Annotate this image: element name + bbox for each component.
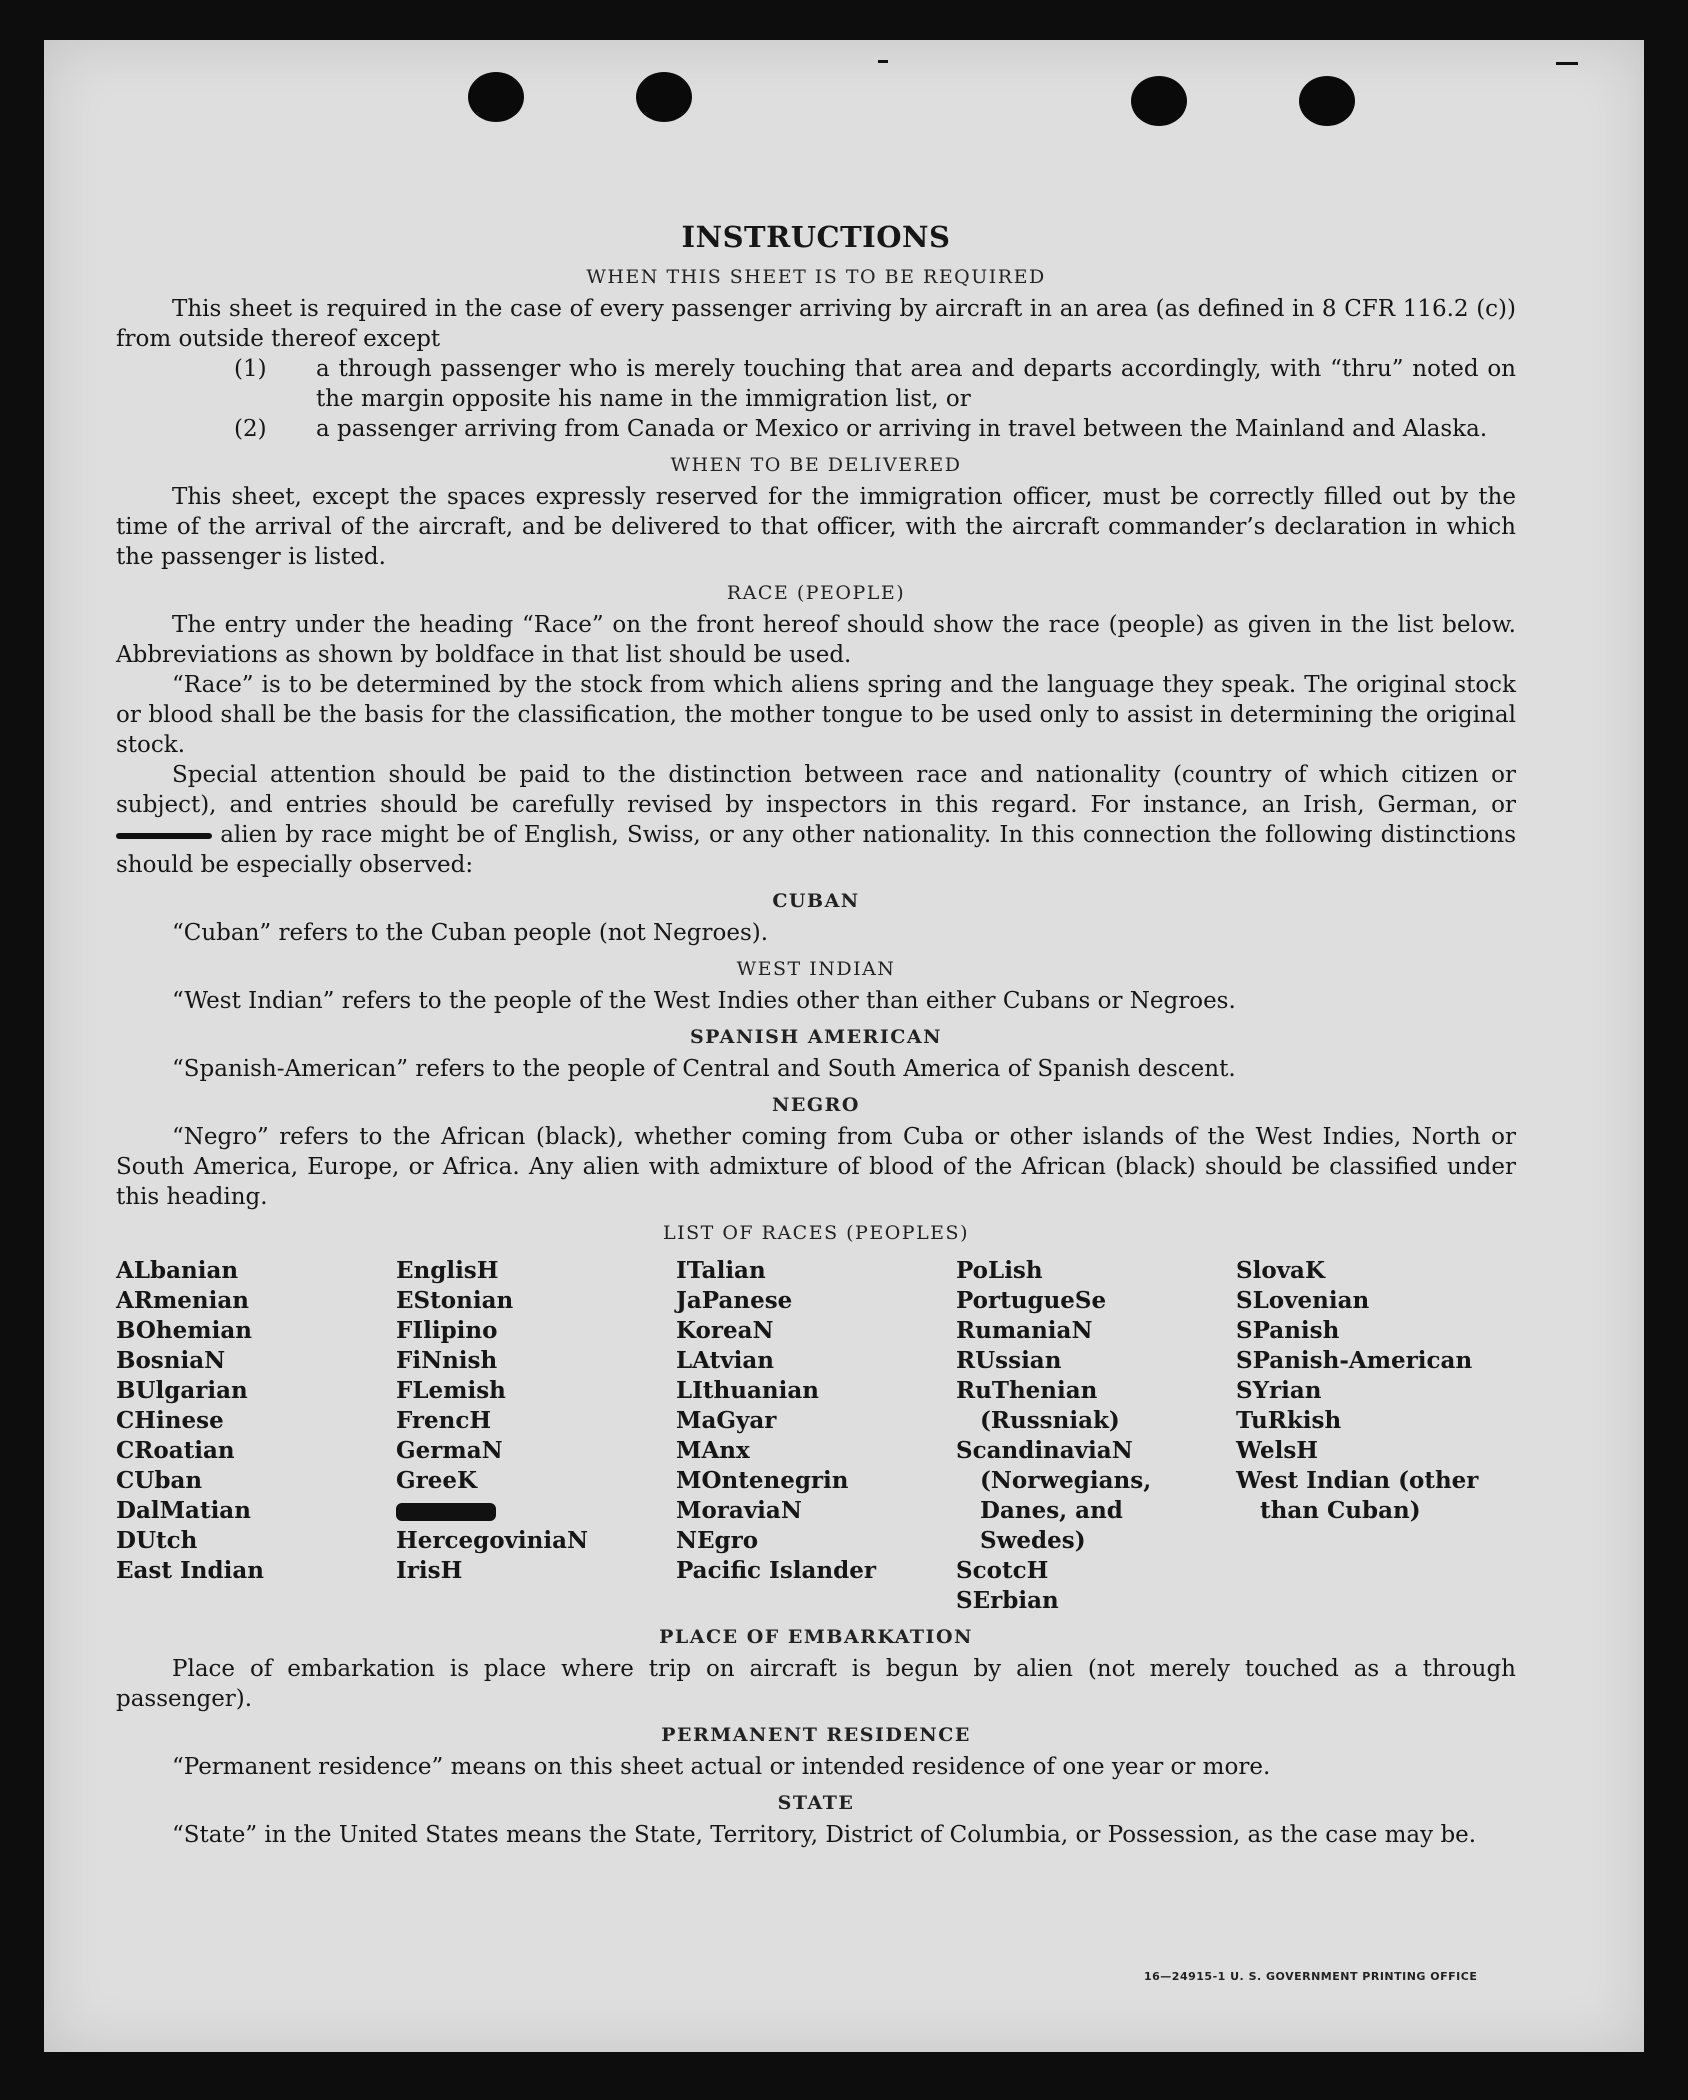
- exception-item: [116, 414, 1516, 444]
- race-entry: PortugueSe: [956, 1287, 1107, 1314]
- race-entry: ITalian: [676, 1257, 766, 1284]
- punch-hole: [636, 72, 692, 122]
- race-entry: SPanish: [1236, 1317, 1340, 1344]
- race-entry: SlovaK: [1236, 1257, 1325, 1284]
- races-list: [116, 1256, 1516, 1616]
- punch-hole: [1299, 76, 1355, 126]
- race-entry: Pacific Islander: [676, 1557, 876, 1584]
- printer-imprint: 16—24915-1 U. S. GOVERNMENT PRINTING OFFICE: [1144, 1970, 1478, 1983]
- race-entry: BosniaN: [116, 1347, 226, 1374]
- race-entry: GermaN: [396, 1437, 503, 1464]
- section-heading-negro: NEGRO: [772, 1094, 860, 1116]
- races-column: [1236, 1256, 1516, 1616]
- exception-item: [116, 354, 1516, 414]
- race-entry: FiNnish: [396, 1347, 498, 1374]
- race-entry: ScandinaviaN (Norwegians, Danes, and Swedes): [956, 1437, 1152, 1554]
- west-indian-text: “West Indian” refers to the people of the West Indies other than either Cubans or Negroes.: [172, 988, 1236, 1014]
- section-heading-west-indian: WEST INDIAN: [736, 958, 896, 980]
- race-paragraph-3-end: alien by race might be of English, Swiss, or any other nationality. In this connection the following distinctions should be especially observed:: [116, 822, 1516, 878]
- dust-mark: [1556, 62, 1578, 65]
- race-entry: CRoatian: [116, 1437, 235, 1464]
- races-column: [396, 1256, 676, 1616]
- race-paragraph-3-start: Special attention should be paid to the distinction between race and nationality (country of which citizen or subject), and entries should be carefully revised by inspectors in this regard. For instance, an Irish, German, or: [116, 762, 1516, 818]
- race-entry: TuRkish: [1236, 1407, 1342, 1434]
- redacted-race-entry: [396, 1496, 676, 1526]
- when-delivered-text: This sheet, except the spaces expressly reserved for the immigration officer, must be correctly filled out by the time of the arrival of the aircraft, and be delivered to that officer, with the aircraft commander’s declaration in which the passenger is listed.: [116, 484, 1516, 570]
- section-heading-list-of-races: LIST OF RACES (PEOPLES): [663, 1222, 969, 1244]
- section-heading-state: STATE: [777, 1792, 855, 1814]
- race-entry: CHinese: [116, 1407, 224, 1434]
- item-text: a through passenger who is merely touching that area and departs accordingly, with “thru” noted on the margin opposite his name in the immigration list, or: [316, 356, 1516, 412]
- race-entry: East Indian: [116, 1557, 264, 1584]
- race-entry: MaGyar: [676, 1407, 777, 1434]
- race-entry: DUtch: [116, 1527, 198, 1554]
- race-entry: KoreaN: [676, 1317, 774, 1344]
- race-entry: RuThenian (Russniak): [956, 1377, 1120, 1434]
- race-entry: CUban: [116, 1467, 203, 1494]
- races-column: [676, 1256, 956, 1616]
- section-heading-race: RACE (PEOPLE): [726, 582, 906, 604]
- race-entry: RumaniaN: [956, 1317, 1093, 1344]
- page-title: INSTRUCTIONS: [681, 220, 951, 254]
- instructions-content: [116, 180, 1516, 1850]
- redaction-mark: [396, 1503, 496, 1521]
- race-entry: SYrian: [1236, 1377, 1322, 1404]
- race-entry: EStonian: [396, 1287, 514, 1314]
- race-entry: MAnx: [676, 1437, 750, 1464]
- section-heading-cuban: CUBAN: [772, 890, 860, 912]
- item-text: a passenger arriving from Canada or Mexico or arriving in travel between the Mainland and Alaska.: [316, 416, 1488, 442]
- dust-mark: [878, 60, 888, 63]
- race-entry: SErbian: [956, 1587, 1059, 1614]
- race-entry: BUlgarian: [116, 1377, 248, 1404]
- section-heading-residence: PERMANENT RESIDENCE: [661, 1724, 971, 1746]
- race-entry: NEgro: [676, 1527, 759, 1554]
- race-entry: ARmenian: [116, 1287, 250, 1314]
- when-required-intro: This sheet is required in the case of every passenger arriving by aircraft in an area (as defined in 8 CFR 116.2 (c)) from outside thereof except: [116, 296, 1516, 352]
- race-entry: DalMatian: [116, 1497, 251, 1524]
- race-paragraph-3: [116, 760, 1516, 880]
- residence-text: “Permanent residence” means on this sheet actual or intended residence of one year or more.: [172, 1754, 1271, 1780]
- race-entry: WelsH: [1236, 1437, 1319, 1464]
- section-heading-when-required: WHEN THIS SHEET IS TO BE REQUIRED: [586, 266, 1046, 288]
- race-entry: PoLish: [956, 1257, 1043, 1284]
- race-entry: FIlipino: [396, 1317, 498, 1344]
- spanish-american-text: “Spanish-American” refers to the people of Central and South America of Spanish descent.: [172, 1056, 1236, 1082]
- race-entry: SPanish-American: [1236, 1347, 1473, 1374]
- race-entry: RUssian: [956, 1347, 1062, 1374]
- document-sheet: [44, 40, 1644, 2052]
- race-entry: SLovenian: [1236, 1287, 1370, 1314]
- race-paragraph-1: The entry under the heading “Race” on the front hereof should show the race (people) as given in the list below. Abbreviations as shown by boldface in that list should be used.: [116, 612, 1516, 668]
- punch-hole: [1131, 76, 1187, 126]
- race-entry: JaPanese: [676, 1287, 793, 1314]
- race-entry: LAtvian: [676, 1347, 774, 1374]
- race-entry: FrencH: [396, 1407, 492, 1434]
- races-column: [116, 1256, 396, 1616]
- race-paragraph-2: “Race” is to be determined by the stock from which aliens spring and the language they speak. The original stock or blood shall be the basis for the classification, the mother tongue to be used only to assist in determining the original stock.: [116, 672, 1516, 758]
- section-heading-spanish-american: SPANISH AMERICAN: [689, 1026, 943, 1048]
- race-entry: GreeK: [396, 1467, 478, 1494]
- punch-hole: [468, 72, 524, 122]
- state-text: “State” in the United States means the State, Territory, District of Columbia, or Possession, as the case may be.: [172, 1822, 1477, 1848]
- section-heading-embarkation: PLACE OF EMBARKATION: [659, 1626, 973, 1648]
- section-heading-when-delivered: WHEN TO BE DELIVERED: [670, 454, 962, 476]
- race-entry: ScotcH: [956, 1557, 1049, 1584]
- race-entry: ALbanian: [116, 1257, 239, 1284]
- race-entry: LIthuanian: [676, 1377, 819, 1404]
- race-entry: BOhemian: [116, 1317, 252, 1344]
- races-column: [956, 1256, 1236, 1616]
- race-entry: HercegoviniaN: [396, 1527, 589, 1554]
- embarkation-text: Place of embarkation is place where trip on aircraft is begun by alien (not merely touched as a through passenger).: [116, 1656, 1516, 1712]
- race-entry: FLemish: [396, 1377, 506, 1404]
- item-number: (2): [234, 416, 267, 442]
- struck-out-word: [116, 828, 212, 842]
- race-entry: EnglisH: [396, 1257, 499, 1284]
- item-number: (1): [234, 356, 267, 382]
- negro-text: “Negro” refers to the African (black), whether coming from Cuba or other islands of the West Indies, North or South America, Europe, or Africa. Any alien with admixture of blood of the African (black) should be classified under this heading.: [116, 1124, 1516, 1210]
- race-entry: West Indian (other than Cuban): [1236, 1467, 1479, 1524]
- race-entry: MOntenegrin: [676, 1467, 849, 1494]
- race-entry: MoraviaN: [676, 1497, 802, 1524]
- cuban-text: “Cuban” refers to the Cuban people (not Negroes).: [172, 920, 769, 946]
- race-entry: IrisH: [396, 1557, 463, 1584]
